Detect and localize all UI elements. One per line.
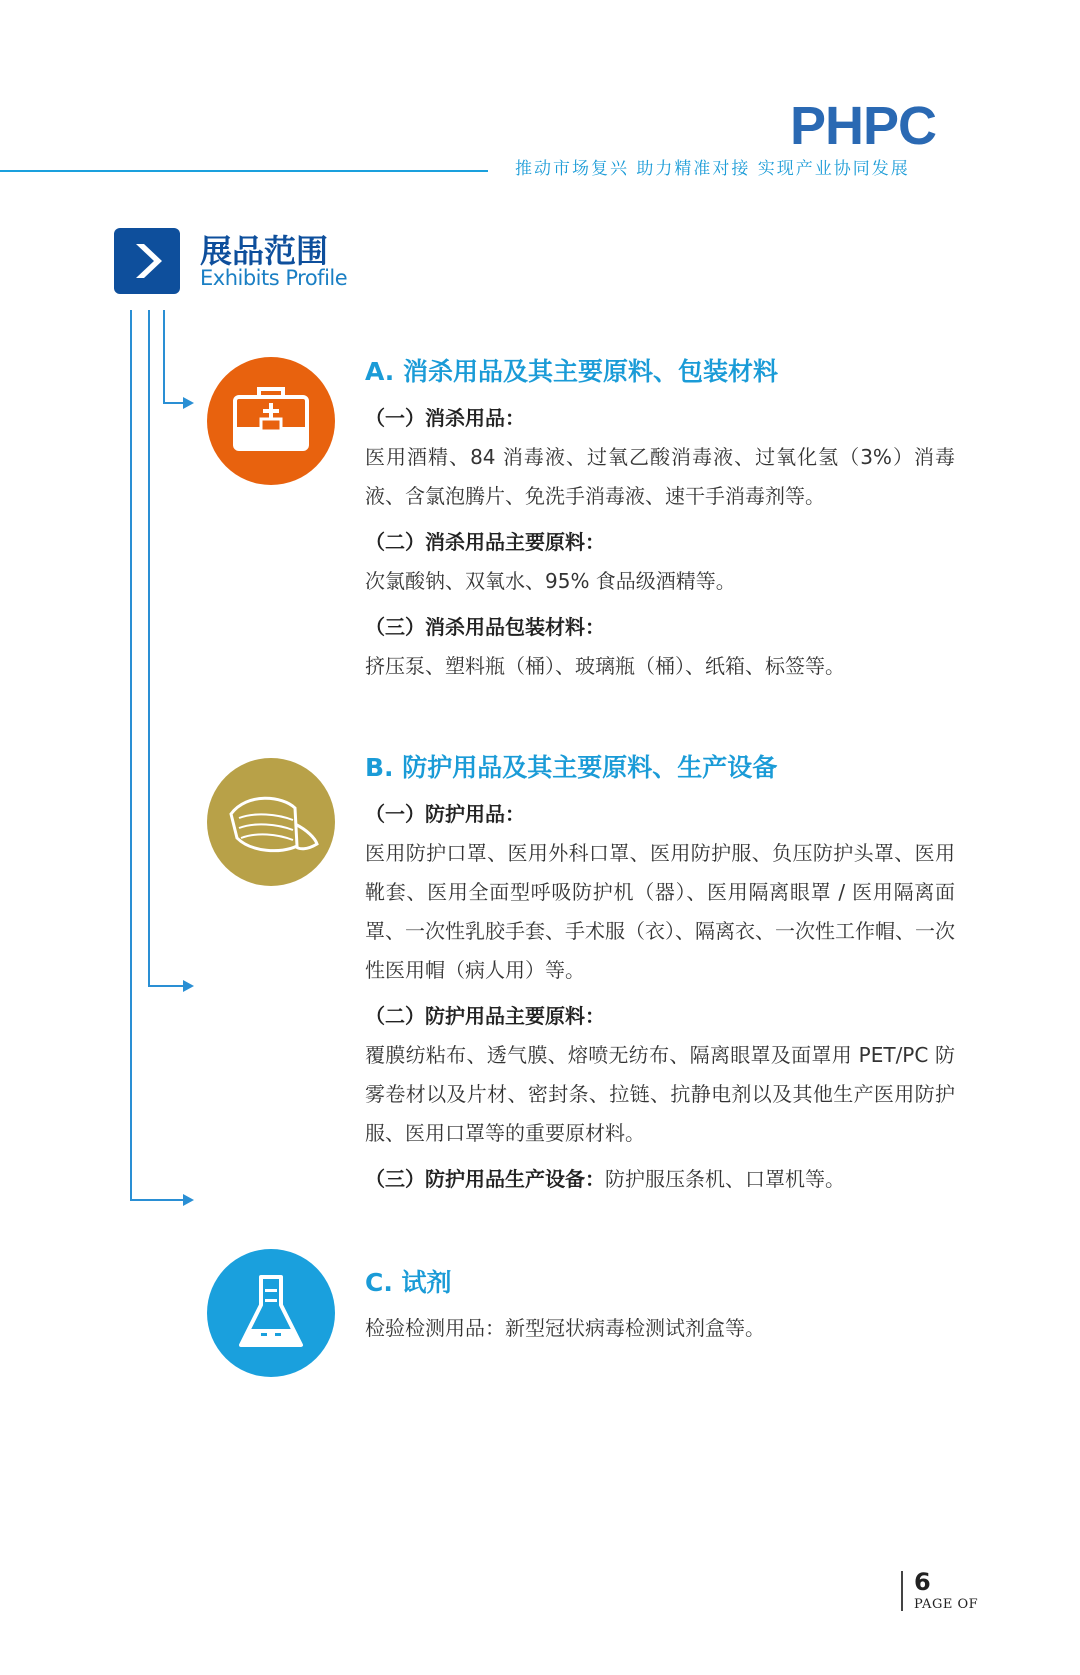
item-text: 医用酒精、84 消毒液、过氧乙酸消毒液、过氧化氢（3%）消毒液、含氯泡腾片、免洗手消毒液、速干手消毒剂等。 <box>365 445 955 508</box>
connector-line <box>163 402 183 404</box>
phpc-logo <box>790 96 950 156</box>
item-heading: （一）消杀用品： <box>365 406 525 430</box>
section-subtitle: Exhibits Profile <box>200 266 348 290</box>
item-text: 挤压泵、塑料瓶（桶）、玻璃瓶（桶）、纸箱、标签等。 <box>365 654 845 678</box>
item-heading: （二）防护用品主要原料： <box>365 1004 605 1028</box>
header-rule <box>0 170 488 172</box>
logo-text: PHPC <box>790 96 937 156</box>
connector-line <box>130 310 132 1200</box>
arrow-icon <box>183 980 194 992</box>
chevron-right-icon <box>114 228 180 294</box>
item-inline <box>365 1159 955 1199</box>
category-title: C. 试剂 <box>365 1268 452 1297</box>
category-c <box>365 1263 955 1354</box>
header-slogan: 推动市场复兴 助力精准对接 实现产业协同发展 <box>515 159 910 179</box>
connector-line <box>148 310 150 986</box>
item-text: 次氯酸钠、双氧水、95% 食品级酒精等。 <box>365 569 736 593</box>
item-heading: （一）防护用品： <box>365 802 525 826</box>
first-aid-kit-icon <box>207 357 335 485</box>
item-text: 防护服压条机、口罩机等。 <box>605 1167 845 1191</box>
connector-line <box>148 985 183 987</box>
arrow-icon <box>183 1194 194 1206</box>
item-text: 覆膜纺粘布、透气膜、熔喷无纺布、隔离眼罩及面罩用 PET/PC 防雾卷材以及片材、密封条、拉链、抗静电剂以及其他生产医用防护服、医用口罩等的重要原材料。 <box>365 1043 955 1145</box>
category-b <box>365 748 955 1199</box>
item-text: 检验检测用品：新型冠状病毒检测试剂盒等。 <box>365 1316 765 1340</box>
page-divider <box>901 1571 903 1611</box>
item-text: 医用防护口罩、医用外科口罩、医用防护服、负压防护头罩、医用靴套、医用全面型呼吸防护机（器）、医用隔离眼罩 / 医用隔离面罩、一次性乳胶手套、手术服（衣）、隔离衣、一次性工作帽、一次性医用帽（病人用）等。 <box>365 841 955 982</box>
page-number: 6 <box>914 1568 931 1596</box>
face-mask-icon <box>207 758 335 886</box>
page-of-label: PAGE OF <box>914 1597 979 1612</box>
connector-line <box>163 310 165 403</box>
category-title: A. 消杀用品及其主要原料、包装材料 <box>365 357 779 386</box>
arrow-icon <box>183 397 194 409</box>
section-title: 展品范围 <box>200 232 329 270</box>
item-heading: （二）消杀用品主要原料： <box>365 530 605 554</box>
category-a <box>365 352 955 692</box>
connector-line <box>130 1199 183 1201</box>
category-title: B. 防护用品及其主要原料、生产设备 <box>365 753 778 782</box>
item-heading: （三）消杀用品包装材料： <box>365 615 605 639</box>
flask-icon <box>207 1249 335 1377</box>
item-heading: （三）防护用品生产设备： <box>365 1167 605 1191</box>
